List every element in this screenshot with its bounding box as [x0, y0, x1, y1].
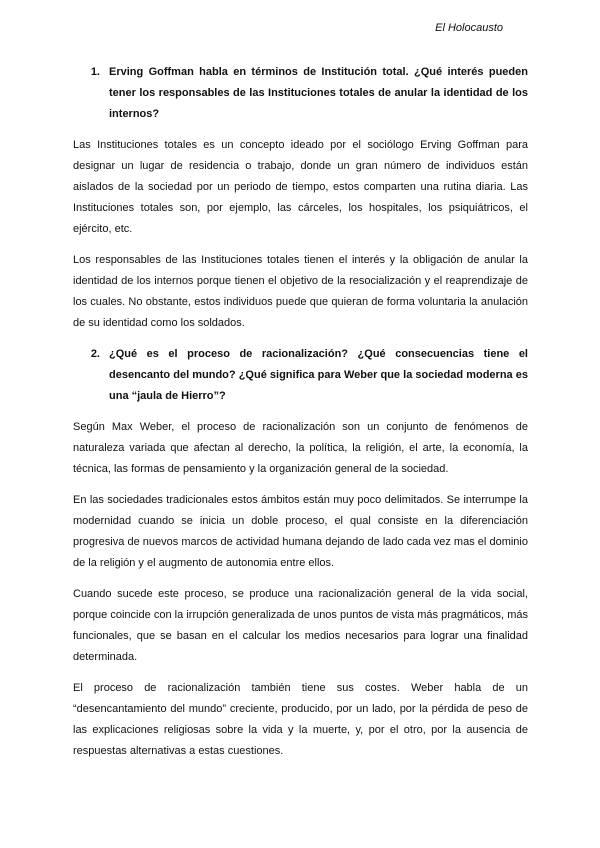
paragraph: Cuando sucede este proceso, se produce una racionalización general de la vida social, porque coincide con la irrupción generalizada de unos puntos de vista más pragmáticos, más funcionales, que se basan en el calcular los medios necesarios para lograr una finalidad determinada. — [73, 588, 528, 663]
question-text: Erving Goffman habla en términos de Institución total. ¿Qué interés pueden tener los responsables de las Instituciones totales de anular la identidad de los internos? — [109, 66, 528, 120]
question-text: ¿Qué es el proceso de racionalización? ¿Qué consecuencias tiene el desencanto del mundo? ¿Qué significa para Weber que la sociedad moderna es una “jaula de Hierro”? — [109, 348, 528, 402]
paragraph: En las sociedades tradicionales estos ámbitos están muy poco delimitados. Se interrumpe la modernidad cuando se inicia un doble proceso, el qual consiste en la diferenciación progresiva de nuevos marcos de actividad humana dejando de lado cada vez mas el dominio de la religión y el augmento de autonomia entre ellos. — [73, 494, 528, 569]
paragraph: Los responsables de las Instituciones totales tienen el interés y la obligación de anular la identidad de los internos porque tienen el objetivo de la resocialización y el reaprendizaje de los cuales. No obstante, estos individuos puede que quieran de forma voluntaria la anulación de su identidad como los soldados. — [73, 254, 528, 329]
paragraph: Las Instituciones totales es un concepto ideado por el sociólogo Erving Goffman para designar un lugar de residencia o trabajo, donde un gran número de individuos están aislados de la sociedad por un periodo de tiempo, estos comparten una rutina diaria. Las Instituciones totales son, por ejemplo, las cárceles, los hospitales, los psiquiátricos, el ejército, etc. — [73, 139, 528, 235]
paragraph: Según Max Weber, el proceso de racionalización son un conjunto de fenómenos de naturaleza variada que afectan al derecho, la política, la religión, el arte, la economía, la técnica, las formas de pensamiento y la organización general de la sociedad. — [73, 421, 528, 475]
document-body — [73, 62, 528, 772]
running-header: El Holocausto — [435, 22, 503, 34]
question-2 — [73, 344, 528, 407]
question-number: 1. — [90, 66, 100, 78]
question-1 — [73, 62, 528, 125]
paragraph: El proceso de racionalización también tiene sus costes. Weber habla de un “desencantamiento del mundo” creciente, producido, por un lado, por la pérdida de peso de las explicaciones religiosas sobre la vida y la muerte, y, por el otro, por la ausencia de respuestas alternativas a estas cuestiones. — [73, 682, 528, 757]
question-number: 2. — [90, 348, 100, 360]
